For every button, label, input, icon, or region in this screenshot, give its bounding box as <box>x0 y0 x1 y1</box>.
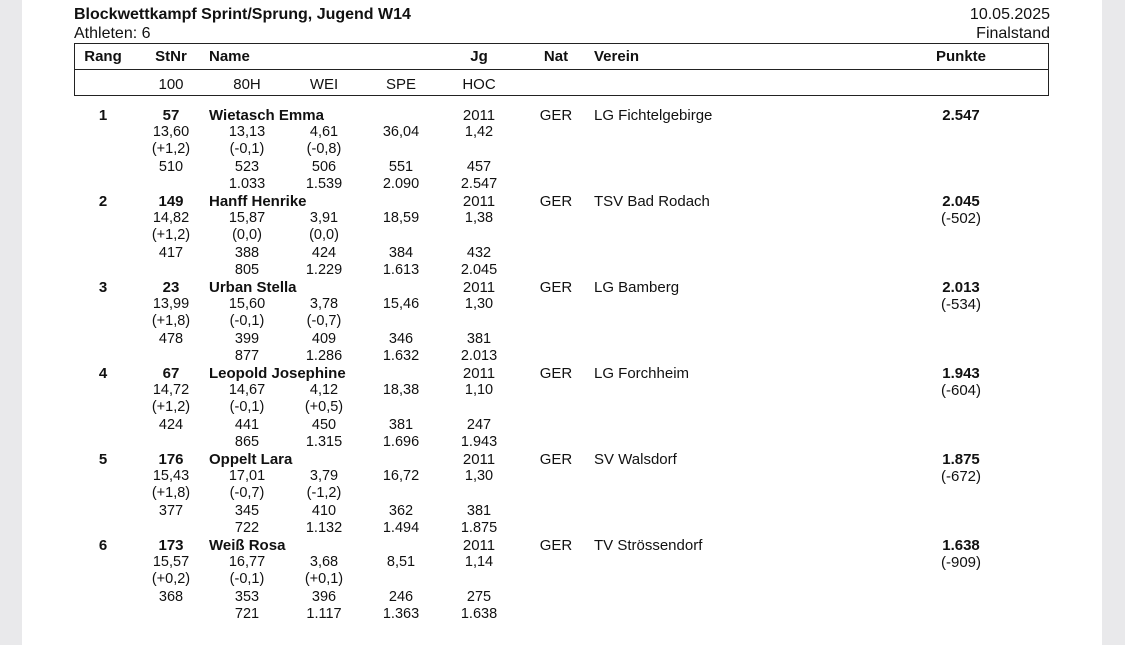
rank: 2 <box>98 193 108 210</box>
result-status: Finalstand <box>976 25 1050 42</box>
event-points: 417 <box>158 244 184 261</box>
performance: 1,14 <box>464 554 494 571</box>
event-points: 510 <box>158 158 184 175</box>
cumulative-points: 1.363 <box>382 605 420 622</box>
rank: 5 <box>98 451 108 468</box>
performance: 14,82 <box>152 210 190 227</box>
performance: 18,59 <box>382 210 420 227</box>
cumulative-points: 2.547 <box>460 175 498 192</box>
col-punkte: Punkte <box>935 48 987 65</box>
nation: GER <box>539 279 573 296</box>
performance: 18,38 <box>382 382 420 399</box>
event-points: 457 <box>466 158 492 175</box>
nation: GER <box>539 107 573 124</box>
start-number: 173 <box>158 537 184 554</box>
performance: 13,13 <box>228 124 266 141</box>
birth-year: 2011 <box>462 451 496 468</box>
cumulative-points: 1.943 <box>460 433 498 450</box>
cumulative-points: 2.090 <box>382 175 420 192</box>
performance: 16,72 <box>382 468 420 485</box>
event-points: 381 <box>388 416 414 433</box>
performance: 1,38 <box>464 210 494 227</box>
points-difference: (-672) <box>940 468 982 486</box>
athlete-name: Wietasch Emma <box>209 107 324 124</box>
cumulative-points: 1.315 <box>305 433 343 450</box>
wind: (-0,7) <box>306 313 342 330</box>
rank: 4 <box>98 365 108 382</box>
performance: 14,72 <box>152 382 190 399</box>
wind: (+1,8) <box>151 313 191 330</box>
performance: 8,51 <box>386 554 416 571</box>
wind: (+1,8) <box>151 485 191 502</box>
club: SV Walsdorf <box>594 451 677 468</box>
athlete-name: Hanff Henrike <box>209 193 307 210</box>
club: TSV Bad Rodach <box>594 193 710 210</box>
event-points: 424 <box>311 244 337 261</box>
col-event-wei: WEI <box>309 76 339 93</box>
wind: (+1,2) <box>151 399 191 416</box>
cumulative-points: 1.613 <box>382 261 420 278</box>
points-difference: (-604) <box>940 382 982 400</box>
wind: (+1,2) <box>151 141 191 158</box>
cumulative-points: 1.875 <box>460 519 498 536</box>
points-difference: (-502) <box>940 210 982 228</box>
club: TV Strössendorf <box>594 537 703 554</box>
col-verein: Verein <box>594 48 640 65</box>
rank: 1 <box>98 107 108 124</box>
nation: GER <box>539 193 573 210</box>
performance: 15,46 <box>382 296 420 313</box>
event-points: 381 <box>466 502 492 519</box>
wind: (-1,2) <box>306 485 342 502</box>
col-event-80h: 80H <box>233 76 261 93</box>
wind: (0,0) <box>232 227 262 244</box>
event-points: 399 <box>234 330 260 347</box>
cumulative-points: 721 <box>234 605 260 622</box>
col-event-100: 100 <box>158 76 184 93</box>
cumulative-points: 1.132 <box>305 519 343 536</box>
wind: (+0,1) <box>304 571 344 588</box>
cumulative-points: 1.033 <box>228 175 266 192</box>
birth-year: 2011 <box>462 537 496 554</box>
event-points: 432 <box>466 244 492 261</box>
wind: (0,0) <box>309 227 339 244</box>
total-points: 1.943 <box>942 365 980 382</box>
event-points: 424 <box>158 416 184 433</box>
total-points: 1.875 <box>942 451 980 468</box>
points-difference: (-534) <box>940 296 982 314</box>
event-points: 478 <box>158 330 184 347</box>
performance: 13,60 <box>152 124 190 141</box>
cumulative-points: 877 <box>234 347 260 364</box>
wind: (-0,7) <box>229 485 265 502</box>
athlete-name: Weiß Rosa <box>209 537 286 554</box>
event-points: 353 <box>234 588 260 605</box>
cumulative-points: 1.286 <box>305 347 343 364</box>
nation: GER <box>539 451 573 468</box>
event-points: 441 <box>234 416 260 433</box>
performance: 13,99 <box>152 296 190 313</box>
cumulative-points: 1.117 <box>306 605 342 622</box>
start-number: 67 <box>162 365 180 382</box>
event-points: 384 <box>388 244 414 261</box>
birth-year: 2011 <box>462 279 496 296</box>
cumulative-points: 1.229 <box>305 261 343 278</box>
nation: GER <box>539 365 573 382</box>
performance: 14,67 <box>228 382 266 399</box>
wind: (-0,1) <box>229 571 265 588</box>
athlete-count: Athleten: 6 <box>74 25 151 42</box>
event-points: 381 <box>466 330 492 347</box>
club: LG Fichtelgebirge <box>594 107 713 124</box>
start-number: 23 <box>162 279 180 296</box>
wind: (-0,1) <box>229 313 265 330</box>
event-points: 346 <box>388 330 414 347</box>
cumulative-points: 1.539 <box>305 175 343 192</box>
total-points: 1.638 <box>942 537 980 554</box>
birth-year: 2011 <box>462 193 496 210</box>
performance: 1,30 <box>464 468 494 485</box>
performance: 1,10 <box>464 382 494 399</box>
event-points: 246 <box>388 588 414 605</box>
cumulative-points: 1.632 <box>382 347 420 364</box>
cumulative-points: 2.045 <box>460 261 498 278</box>
col-stnr: StNr <box>155 48 187 65</box>
event-points: 345 <box>234 502 260 519</box>
performance: 17,01 <box>228 468 266 485</box>
event-points: 396 <box>311 588 337 605</box>
total-points: 2.547 <box>942 107 980 124</box>
wind: (+1,2) <box>151 227 191 244</box>
event-points: 410 <box>311 502 337 519</box>
col-name: Name <box>209 48 250 65</box>
birth-year: 2011 <box>462 365 496 382</box>
birth-year: 2011 <box>462 107 496 124</box>
cumulative-points: 722 <box>234 519 260 536</box>
col-rank: Rang <box>84 48 122 65</box>
performance: 1,30 <box>464 296 494 313</box>
cumulative-points: 2.013 <box>460 347 498 364</box>
wind: (-0,8) <box>306 141 342 158</box>
athlete-name: Oppelt Lara <box>209 451 293 468</box>
performance: 4,12 <box>309 382 339 399</box>
cumulative-points: 805 <box>234 261 260 278</box>
event-points: 523 <box>234 158 260 175</box>
performance: 3,79 <box>309 468 339 485</box>
points-difference: (-909) <box>940 554 982 572</box>
cumulative-points: 865 <box>234 433 260 450</box>
start-number: 176 <box>158 451 184 468</box>
wind: (+0,2) <box>151 571 191 588</box>
cumulative-points: 1.638 <box>460 605 498 622</box>
wind: (-0,1) <box>229 399 265 416</box>
cumulative-points: 1.494 <box>382 519 420 536</box>
athlete-name: Leopold Josephine <box>209 365 346 382</box>
performance: 15,87 <box>228 210 266 227</box>
performance: 36,04 <box>382 124 420 141</box>
column-header-divider <box>74 69 1049 70</box>
club: LG Bamberg <box>594 279 680 296</box>
performance: 3,78 <box>309 296 339 313</box>
event-points: 506 <box>311 158 337 175</box>
event-points: 551 <box>388 158 414 175</box>
performance: 4,61 <box>309 124 339 141</box>
event-points: 409 <box>311 330 337 347</box>
col-jg: Jg <box>470 48 488 65</box>
page-title: Blockwettkampf Sprint/Sprung, Jugend W14 <box>74 6 411 23</box>
performance: 15,57 <box>152 554 190 571</box>
event-points: 450 <box>311 416 337 433</box>
event-points: 247 <box>466 416 492 433</box>
col-nat: Nat <box>543 48 569 65</box>
rank: 6 <box>98 537 108 554</box>
performance: 16,77 <box>228 554 266 571</box>
performance: 15,60 <box>228 296 266 313</box>
rank: 3 <box>98 279 108 296</box>
wind: (+0,5) <box>304 399 344 416</box>
event-points: 275 <box>466 588 492 605</box>
performance: 3,91 <box>309 210 339 227</box>
athlete-name: Urban Stella <box>209 279 297 296</box>
event-date: 10.05.2025 <box>969 6 1050 23</box>
performance: 15,43 <box>152 468 190 485</box>
event-points: 368 <box>158 588 184 605</box>
club: LG Forchheim <box>594 365 690 382</box>
total-points: 2.045 <box>942 193 980 210</box>
total-points: 2.013 <box>942 279 980 296</box>
event-points: 388 <box>234 244 260 261</box>
start-number: 149 <box>158 193 184 210</box>
performance: 1,42 <box>464 124 494 141</box>
performance: 3,68 <box>309 554 339 571</box>
event-points: 377 <box>158 502 184 519</box>
nation: GER <box>539 537 573 554</box>
event-points: 362 <box>388 502 414 519</box>
wind: (-0,1) <box>229 141 265 158</box>
start-number: 57 <box>162 107 180 124</box>
cumulative-points: 1.696 <box>382 433 420 450</box>
col-event-spe: SPE <box>385 76 417 93</box>
col-event-hoc: HOC <box>462 76 496 93</box>
